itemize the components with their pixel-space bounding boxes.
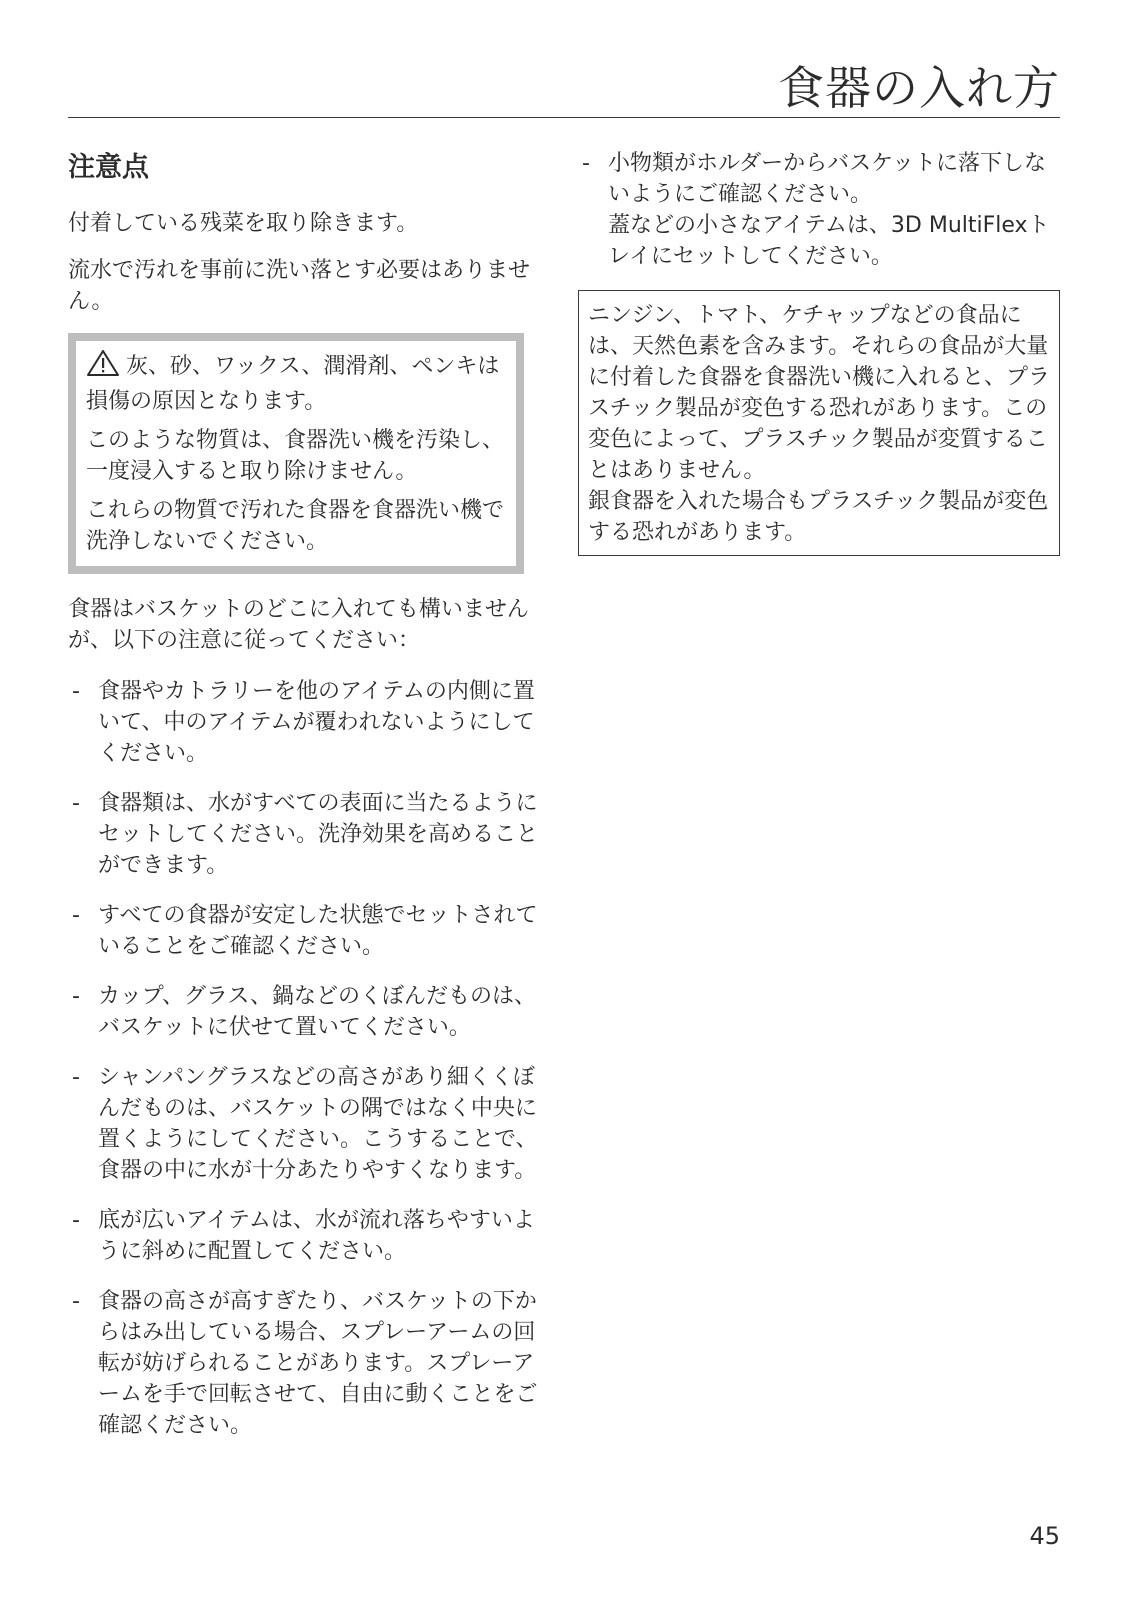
list-item: - 食器類は、水がすべての表面に当たるようにセットしてください。洗浄効果を高めることができます。 [72, 791, 539, 878]
placement-list [68, 676, 546, 1441]
small-items-list [578, 148, 1060, 272]
list-item-text: 食器の高さが高すぎたり、バスケットの下からはみ出している場合、スプレーアームの回転が妨げられることがあります。スプレーアームを手で回転させて、自由に動くことをご確認ください。 [98, 1289, 538, 1438]
section-heading: 注意点 [68, 152, 149, 183]
right-column [578, 148, 1060, 556]
title-divider [68, 117, 1060, 118]
list-item-text: 底が広いアイテムは、水が流れ落ちやすいように斜めに配置してください。 [98, 1208, 535, 1264]
warning-paragraph-3: これらの物質で汚れた食器を食器洗い機で洗浄しないでください。 [86, 498, 505, 554]
warning-triangle-icon [86, 349, 120, 386]
list-item-text: すべての食器が安定した状態でセットされていることをご確認ください。 [98, 903, 538, 959]
list-item-text: 食器やカトラリーを他のアイテムの内側に置いて、中のアイテムが覆われないようにしてください。 [98, 679, 535, 766]
warning-box [68, 333, 524, 574]
page-number: 45 [1029, 1522, 1060, 1550]
list-item-text: シャンパングラスなどの高さがあり細くくぼんだものは、バスケットの隅ではなく中央に置くようにしてください。こうすることで、食器の中に水が十分あたりやすくなります。 [98, 1065, 538, 1183]
info-paragraph-1: ニンジン、トマト、ケチャップなどの食品には、天然色素を含みます。それらの食品が大量に付着した食器を食器洗い機に入れると、プラスチック製品が変色する恐れがあります。この変色によって、プラスチック製品が変質することはありません。 [588, 303, 1051, 483]
list-item: - シャンパングラスなどの高さがあり細くくぼんだものは、バスケットの隅ではなく中央に置くようにしてください。こうすることで、食器の中に水が十分あたりやすくなります。 [72, 1065, 538, 1183]
list-item-text: 食器類は、水がすべての表面に当たるようにセットしてください。洗浄効果を高めることができます。 [98, 791, 539, 878]
list-item-text-2: 蓋などの小さなアイテムは、3D MultiFlexトレイにセットしてください。 [608, 213, 1050, 269]
info-paragraph-2: 銀食器を入れた場合もプラスチック製品が変色する恐れがあります。 [588, 489, 1049, 545]
intro-paragraph-2: 流水で汚れを事前に洗い落とす必要はありません。 [68, 258, 531, 314]
list-item-text: カップ、グラス、鍋などのくぼんだものは、バスケットに伏せて置いてください。 [98, 984, 537, 1040]
list-item-text: 小物類がホルダーからバスケットに落下しないようにご確認ください。 [608, 151, 1047, 207]
list-item: - 食器やカトラリーを他のアイテムの内側に置いて、中のアイテムが覆われないようにしてください。 [72, 679, 535, 766]
warning-paragraph-1 [86, 349, 506, 417]
lead-paragraph: 食器はバスケットのどこに入れても構いませんが、以下の注意に従ってください： [68, 597, 529, 653]
warning-paragraph-2: このような物質は、食器洗い機を汚染し、一度浸入すると取り除けません。 [86, 428, 505, 484]
intro-paragraph-1: 付着している残菜を取り除きます。 [68, 211, 419, 236]
page-title: 食器の入れ方 [778, 61, 1060, 115]
left-column [68, 148, 546, 1460]
list-item: - すべての食器が安定した状態でセットされていることをご確認ください。 [72, 903, 538, 959]
list-item: - 底が広いアイテムは、水が流れ落ちやすいように斜めに配置してください。 [72, 1208, 535, 1264]
list-item: - 食器の高さが高すぎたり、バスケットの下からはみ出している場合、スプレーアームの回転が妨げられることがあります。スプレーアームを手で回転させて、自由に動くことをご確認ください。 [72, 1289, 538, 1438]
info-box [578, 290, 1060, 556]
list-item: - カップ、グラス、鍋などのくぼんだものは、バスケットに伏せて置いてください。 [72, 984, 537, 1040]
list-item: - 小物類がホルダーからバスケットに落下しないようにご確認ください。 蓋などの小さなアイテムは、3D MultiFlexトレイにセットしてください。 [582, 151, 1050, 269]
warning-text-1: 灰、砂、ワックス、潤滑剤、ペンキは損傷の原因となります。 [86, 354, 500, 414]
